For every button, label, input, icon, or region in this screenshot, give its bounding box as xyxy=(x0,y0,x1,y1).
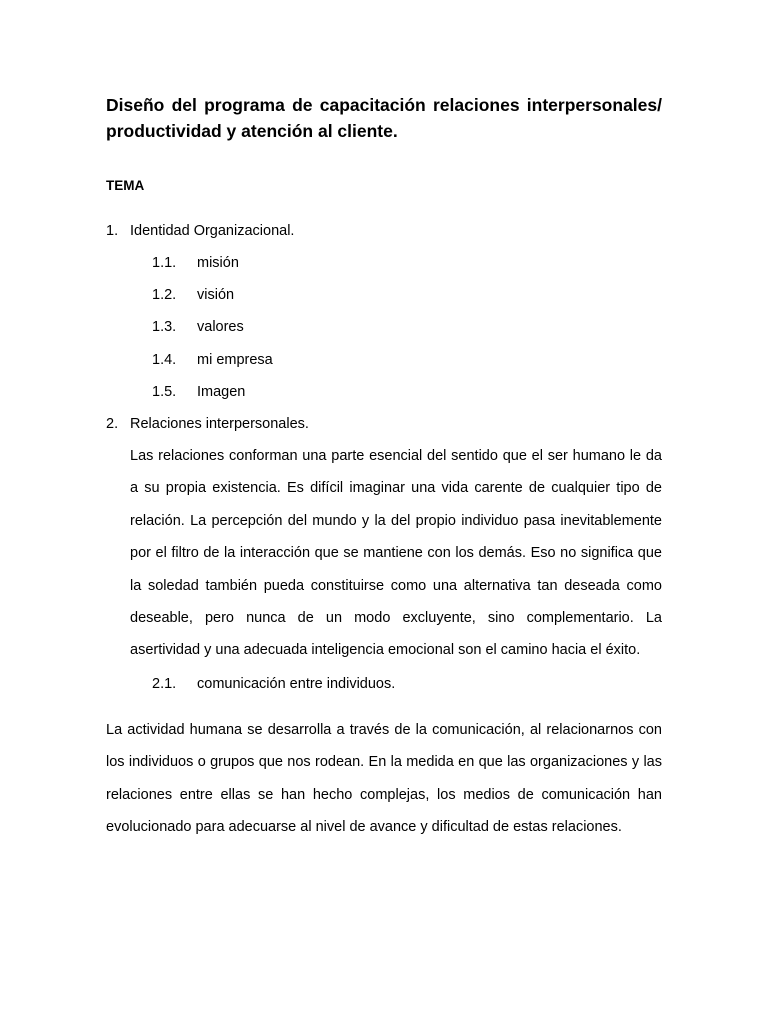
subitem-1-3 xyxy=(106,318,662,336)
subitem-number: 1.4. xyxy=(152,352,177,368)
subitem-1-1 xyxy=(106,254,662,272)
subitem-2-1 xyxy=(106,675,662,693)
subitem-label: mi empresa xyxy=(197,352,273,368)
subitem-label: misión xyxy=(197,255,239,271)
subitem-label: comunicación entre individuos. xyxy=(197,675,396,692)
subitem-label: visión xyxy=(197,287,235,303)
section-label-tema: TEMA xyxy=(106,178,145,193)
topic-2 xyxy=(106,415,662,433)
subitem-1-5 xyxy=(106,383,662,401)
subitem-1-2 xyxy=(106,286,662,304)
document-title: Diseño del programa de capacitación relaciones interpersonales/ productividad y atención al cliente. xyxy=(106,95,662,141)
topic-2-label: Relaciones interpersonales. xyxy=(130,416,309,432)
topic-1-number: 1. xyxy=(106,223,119,239)
topic-1 xyxy=(106,222,662,240)
subitem-1-4 xyxy=(106,351,662,369)
body-paragraph: La actividad humana se desarrolla a través de la comunicación, al relacionarnos con los individuos o grupos que nos rodean. En la medida en que las organizaciones y las relaciones entre ellas se han hecho complejas, los medios de comunicación han evolucionado para adecuarse al nivel de avance y dificultad de estas relaciones. xyxy=(106,721,662,836)
topic-1-label: Identidad Organizacional. xyxy=(130,223,295,239)
subitem-number: 1.3. xyxy=(152,319,177,335)
subitem-number: 1.2. xyxy=(152,287,177,303)
subitem-number: 1.5. xyxy=(152,384,177,400)
topic-2-number: 2. xyxy=(106,416,119,432)
topic-2-paragraph: Las relaciones conforman una parte esencial del sentido que el ser humano le da a su propia existencia. Es difícil imaginar una vida carente de cualquier tipo de relación. La percepción del mundo y la del propio individuo pasa inevitablemente por el filtro de la interacción que se mantiene con los demás. Eso no significa que la soledad también pueda constituirse como una alternativa tan deseada como deseable, pero nunca de un modo excluyente, sino complementario. La asertividad y una adecuada inteligencia emocional son el camino hacia el éxito. xyxy=(130,448,662,659)
subitem-label: Imagen xyxy=(197,384,246,400)
subitem-label: valores xyxy=(197,319,244,335)
subitem-number: 2.1. xyxy=(152,675,177,692)
subitem-number: 1.1. xyxy=(152,255,177,271)
